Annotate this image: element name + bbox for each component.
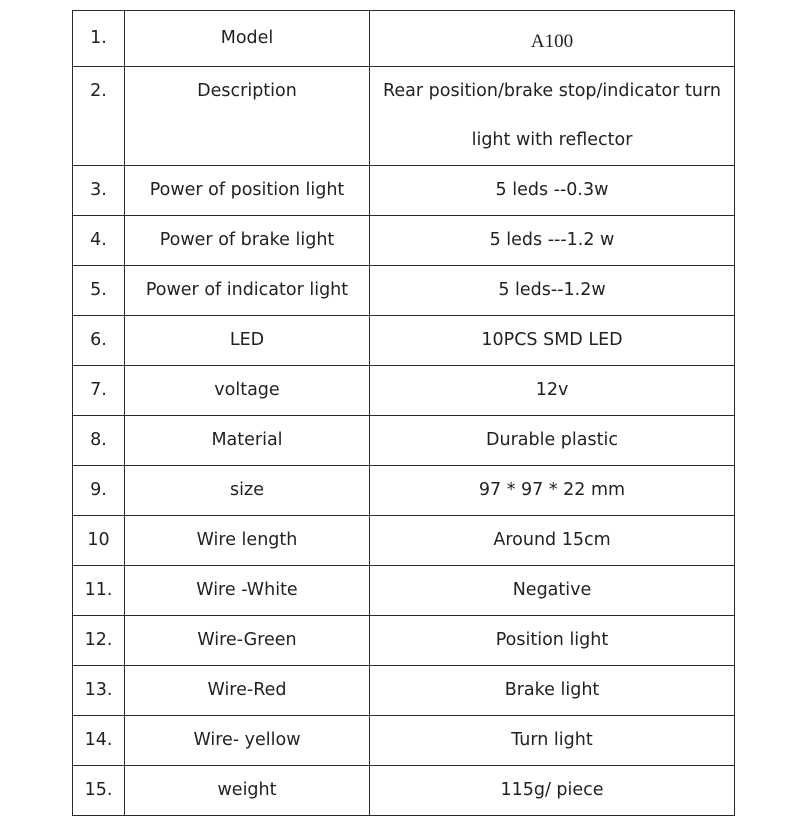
row-value: 97 * 97 * 22 mm [370, 466, 735, 516]
row-label: Wire length [125, 516, 370, 566]
row-value: Brake light [370, 666, 735, 716]
row-value: 5 leds ---1.2 w [370, 216, 735, 266]
row-number: 13. [73, 666, 125, 716]
table-row [73, 766, 735, 816]
row-label: Power of indicator light [125, 266, 370, 316]
row-value: Turn light [370, 716, 735, 766]
table-row [73, 11, 735, 67]
table-row [73, 566, 735, 616]
row-number: 7. [73, 366, 125, 416]
row-number: 4. [73, 216, 125, 266]
table-row [73, 166, 735, 216]
row-value: 12v [370, 366, 735, 416]
row-number: 1. [73, 11, 125, 67]
row-label: Power of position light [125, 166, 370, 216]
row-number: 14. [73, 716, 125, 766]
row-label: voltage [125, 366, 370, 416]
row-label: size [125, 466, 370, 516]
row-number: 6. [73, 316, 125, 366]
row-number: 10 [73, 516, 125, 566]
row-number: 15. [73, 766, 125, 816]
row-label: LED [125, 316, 370, 366]
row-number: 9. [73, 466, 125, 516]
row-number: 3. [73, 166, 125, 216]
row-value: A100 [370, 11, 735, 67]
row-label: Material [125, 416, 370, 466]
row-label: Power of brake light [125, 216, 370, 266]
table-row [73, 666, 735, 716]
row-label: Wire- yellow [125, 716, 370, 766]
row-label: Wire-Green [125, 616, 370, 666]
row-value: 115g/ piece [370, 766, 735, 816]
row-value: Durable plastic [370, 416, 735, 466]
row-value: 5 leds --0.3w [370, 166, 735, 216]
row-number: 5. [73, 266, 125, 316]
row-number: 11. [73, 566, 125, 616]
table-row [73, 266, 735, 316]
row-number: 12. [73, 616, 125, 666]
row-label: Wire-Red [125, 666, 370, 716]
row-value: Rear position/brake stop/indicator turn light with reflector [370, 67, 735, 166]
table-row [73, 466, 735, 516]
table-row [73, 316, 735, 366]
table-row [73, 416, 735, 466]
table-row [73, 616, 735, 666]
row-value: Around 15cm [370, 516, 735, 566]
row-label: weight [125, 766, 370, 816]
table-row [73, 516, 735, 566]
table-row [73, 216, 735, 266]
row-label: Model [125, 11, 370, 67]
row-value: 5 leds--1.2w [370, 266, 735, 316]
row-label: Description [125, 67, 370, 166]
table-row [73, 67, 735, 166]
row-label: Wire -White [125, 566, 370, 616]
row-value: 10PCS SMD LED [370, 316, 735, 366]
table-row [73, 716, 735, 766]
row-number: 8. [73, 416, 125, 466]
row-number: 2. [73, 67, 125, 166]
row-value: Position light [370, 616, 735, 666]
row-value: Negative [370, 566, 735, 616]
spec-table [72, 10, 735, 816]
table-row [73, 366, 735, 416]
